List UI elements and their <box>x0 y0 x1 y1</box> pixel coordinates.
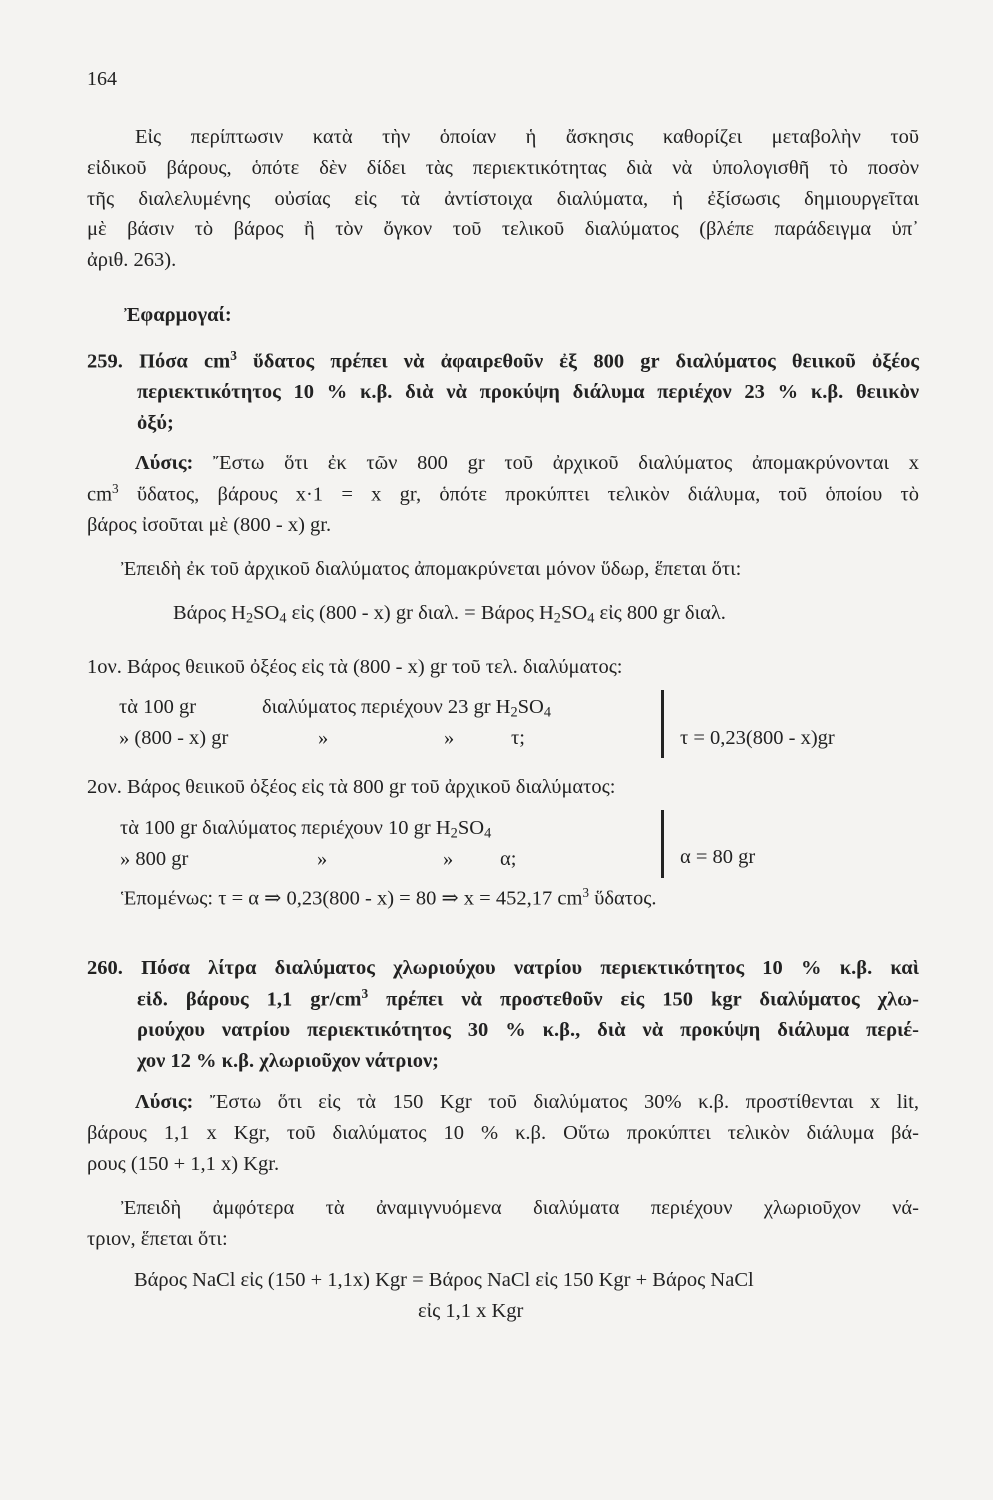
proportion-cell: » <box>318 727 329 749</box>
solution-line: τριον, ἕπεται ὅτι: <box>87 1227 228 1250</box>
problem-260-question <box>87 953 919 1076</box>
solution-line: βάρος ἰσοῦται μὲ (800 - x) gr. <box>87 513 332 536</box>
proportion-cell: » 800 gr <box>120 848 189 870</box>
equation-nacl-continued: εἰς 1,1 x Kgr <box>418 1300 524 1322</box>
proportion-divider <box>661 690 664 758</box>
intro-line: ἀριθ. 263). <box>87 249 177 271</box>
conclusion-line: Ἑπομένως: τ = α ⇒ 0,23(800 - x) = 80 ⇒ x = 452,17 $cm^3$ ὕδατος. <box>121 885 657 910</box>
solution-line: Λύσις: Ἔστω ὅτι ἐκ τῶν 800 gr τοῦ ἀρχικοῦ διαλύματος ἀπομακρύνονται x <box>135 452 919 474</box>
equation-weight-h2so4: Βάρος $H_2SO_4$ εἰς (800 - x) gr διαλ. = Βάρος $H_2SO_4$ εἰς 800 gr διαλ. <box>173 602 726 627</box>
problem-number: 259. <box>87 350 123 373</box>
question-line: 259. Πόσα $cm^3$ ὕδατος πρέπει νὰ ἀφαιρεθοῦν ἐξ 800 gr διαλύματος θειικοῦ ὀξέος <box>87 348 920 373</box>
solution-line: $cm^3$ ὕδατος, βάρους x·1 = x gr, ὁπότε προκύπτει τελικὸν διάλυμα, τοῦ ὁποίου τὸ <box>87 480 919 506</box>
proportion-cell: » (800 - x) gr <box>119 727 229 749</box>
applications-heading: Ἐφαρμογαί: <box>124 304 232 326</box>
proportion-cell: διαλύματος περιέχουν 23 gr $H_2SO_4$ <box>262 696 552 721</box>
proportion-cell: » <box>444 727 455 749</box>
equation-nacl: Βάρος NaCl εἰς (150 + 1,1x) Kgr = Βάρος NaCl εἰς 150 Kgr + Βάρος NaCl <box>134 1269 754 1291</box>
proportion-cell: α; <box>500 848 517 870</box>
proportion-result: α = 80 gr <box>680 846 756 868</box>
proportion-divider <box>661 810 664 878</box>
solution-line: βάρους 1,1 x Kgr, τοῦ διαλύματος 10 % κ.β. Οὕτω προκύπτει τελικὸν διάλυμα βά- <box>87 1121 919 1144</box>
question-line: περιεκτικότητος 10 % κ.β. διὰ νὰ προκύψη διάλυμα περιέχον 23 % κ.β. θειικὸν <box>137 381 919 404</box>
question-line: ριούχου νατρίου περιεκτικότητος 30 % κ.β., διὰ νὰ προκύψη διάλυμα περιέ- <box>137 1018 919 1041</box>
solution-label: Λύσις: <box>135 452 194 474</box>
intro-line: Εἰς περίπτωσιν κατὰ τὴν ὁποίαν ἡ ἄσκησις καθορίζει μεταβολὴν τοῦ <box>135 126 919 148</box>
proportion-result: τ = 0,23(800 - x)gr <box>680 727 835 749</box>
intro-line: τῆς διαλελυμένης οὐσίας εἰς τὰ ἀντίστοιχα διαλύματα, ἡ ἐξίσωσις δημιουργεῖται <box>87 187 919 210</box>
step-heading: 2ον. Βάρος θειικοῦ ὀξέος εἰς τὰ 800 gr τοῦ ἀρχικοῦ διαλύματος: <box>87 776 616 798</box>
solution-line: Λύσις: Ἔστω ὅτι εἰς τὰ 150 Kgr τοῦ διαλύματος 30% κ.β. προστίθενται x lit, <box>135 1091 919 1113</box>
intro-paragraph <box>87 122 919 276</box>
step-heading: 1ον. Βάρος θειικοῦ ὀξέος εἰς τὰ (800 - x) gr τοῦ τελ. διαλύματος: <box>87 656 623 678</box>
solution-label: Λύσις: <box>135 1091 194 1113</box>
intro-line: μὲ βάσιν τὸ βάρος ἢ τὸν ὄγκον τοῦ τελικοῦ διαλύματος (βλέπε παράδειγμα ὑπ᾽ <box>87 218 919 241</box>
question-line: χον 12 % κ.β. χλωριοῦχον νάτριον; <box>137 1049 439 1072</box>
proportion-cell: τὰ 100 gr διαλύματος περιέχουν 10 gr $H_2SO_4$ <box>120 817 492 842</box>
problem-259-question <box>87 346 919 439</box>
solution-line: Ἐπειδὴ ἐκ τοῦ ἀρχικοῦ διαλύματος ἀπομακρύνεται μόνον ὕδωρ, ἕπεται ὅτι: <box>121 558 742 580</box>
solution-line: Ἐπειδὴ ἀμφότερα τὰ ἀναμιγνυόμενα διαλύματα περιέχουν χλωριοῦχον νά- <box>121 1197 919 1219</box>
problem-260-reasoning <box>87 1193 919 1255</box>
question-line: ὀξύ; <box>137 411 174 434</box>
question-line: εἰδ. βάρους 1,1 $gr/cm^3$ πρέπει νὰ προστεθοῦν εἰς 150 kgr διαλύματος χλω- <box>137 985 919 1011</box>
solution-line: ρους (150 + 1,1 x) Kgr. <box>87 1152 280 1175</box>
problem-260-solution <box>87 1087 919 1179</box>
proportion-cell: τὰ 100 gr <box>119 696 197 718</box>
intro-line: εἰδικοῦ βάρους, ὁπότε δὲν δίδει τὰς περιεκτικότητας διὰ νὰ ὑπολογισθῆ τὸ ποσὸν <box>87 156 919 179</box>
proportion-cell: » <box>317 848 328 870</box>
page-number: 164 <box>87 68 117 90</box>
problem-number: 260. <box>87 957 123 979</box>
problem-259-solution <box>87 448 919 541</box>
question-line: 260. Πόσα λίτρα διαλύματος χλωριούχου νατρίου περιεκτικότητος 10 % κ.β. καὶ <box>87 957 919 979</box>
proportion-cell: τ; <box>511 727 525 749</box>
proportion-cell: » <box>443 848 454 870</box>
